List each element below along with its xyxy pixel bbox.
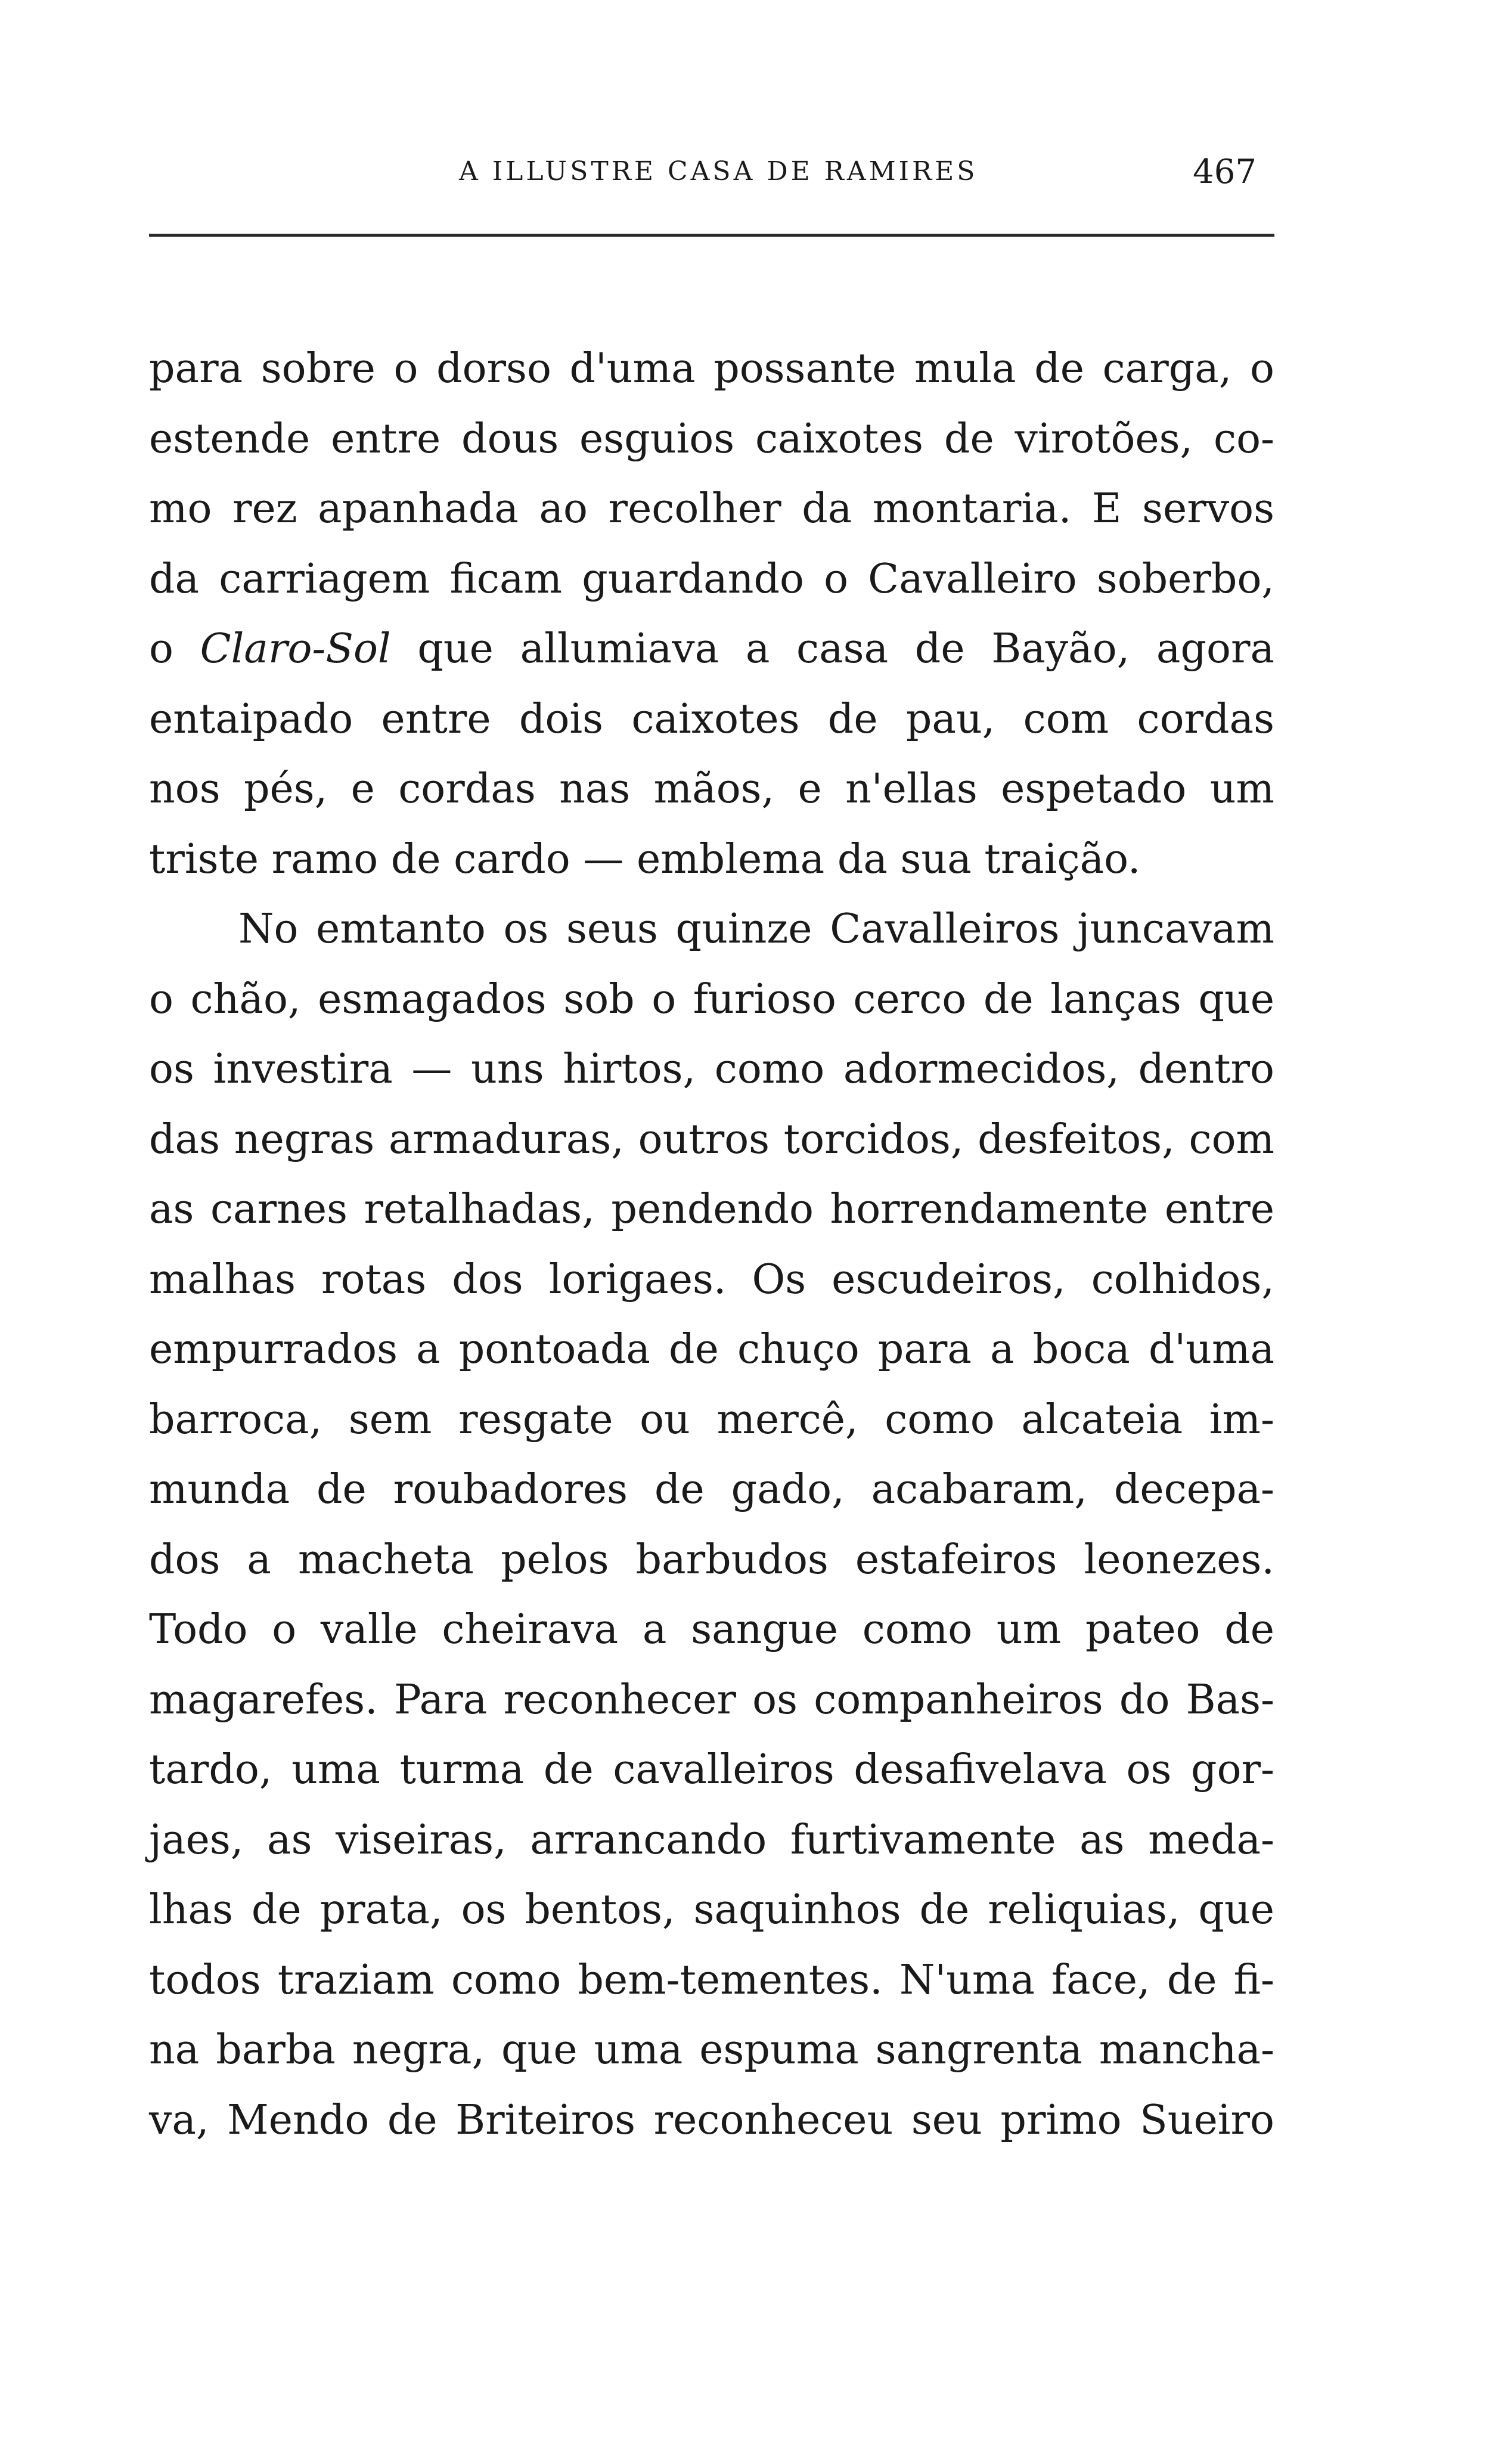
text-line: das negras armaduras, outros torcidos, desfeitos, com: [149, 1115, 1274, 1163]
text-line: mo rez apanhada ao recolher da montaria. E servos: [149, 485, 1274, 532]
text-line: na barba negra, que uma espuma sangrenta mancha-: [149, 2026, 1274, 2074]
body-text: [149, 334, 1274, 2155]
header-rule: [149, 234, 1274, 237]
text-line: entaipado entre dois caixotes de pau, com cordas: [149, 695, 1274, 743]
text-line: triste ramo de cardo — emblema da sua traição.: [149, 835, 1141, 883]
text-line: nos pés, e cordas nas mãos, e n'ellas espetado um: [149, 765, 1274, 813]
text-line: malhas rotas dos lorigaes. Os escudeiros, colhidos,: [149, 1256, 1274, 1303]
text-line: para sobre o dorso d'uma possante mula de carga, o: [149, 345, 1274, 392]
text-line: No emtanto os seus quinze Cavalleiros juncavam: [238, 906, 1274, 953]
italic-title: Claro-Sol: [200, 625, 391, 672]
text-line: empurrados a pontoada de chuço para a boca d'uma: [149, 1326, 1274, 1373]
text-line: o chão, esmagados sob o furioso cerco de lanças que: [149, 975, 1274, 1023]
text-line: jaes, as viseiras, arrancando furtivamente as meda-: [149, 1816, 1274, 1864]
text-line: todos traziam como bem-tementes. N'uma face, de fi-: [149, 1956, 1274, 2004]
running-title: A ILLUSTRE CASA DE RAMIRES: [459, 156, 978, 187]
text-line: dos a macheta pelos barbudos estafeiros leonezes.: [149, 1536, 1274, 1583]
text-line: barroca, sem resgate ou mercê, como alcateia im-: [149, 1396, 1274, 1443]
text-line: magarefes. Para reconhecer os companheiros do Bas-: [149, 1676, 1274, 1724]
text-line: da carriagem ficam guardando o Cavalleiro soberbo,: [149, 555, 1274, 603]
text-fragment: que allumiava a casa de Bayão, agora: [417, 625, 1274, 672]
text-fragment: o: [149, 625, 173, 672]
text-line: munda de roubadores de gado, acabaram, decepa-: [149, 1466, 1274, 1513]
text-line: lhas de prata, os bentos, saquinhos de reliquias, que: [149, 1886, 1274, 1933]
page-header: [149, 153, 1274, 204]
text-line: os investira — uns hirtos, como adormecidos, dentro: [149, 1046, 1274, 1093]
text-line: [149, 614, 1274, 684]
text-line: va, Mendo de Briteiros reconheceu seu primo Sueiro: [149, 2096, 1274, 2144]
text-line: estende entre dous esguios caixotes de virotões, co-: [149, 415, 1274, 463]
text-line: Todo o valle cheirava a sangue como um pateo de: [149, 1606, 1274, 1653]
text-line: tardo, uma turma de cavalleiros desafivelava os gor-: [149, 1746, 1274, 1793]
page-number: 467: [1193, 153, 1257, 191]
text-line: as carnes retalhadas, pendendo horrendamente entre: [149, 1186, 1274, 1233]
